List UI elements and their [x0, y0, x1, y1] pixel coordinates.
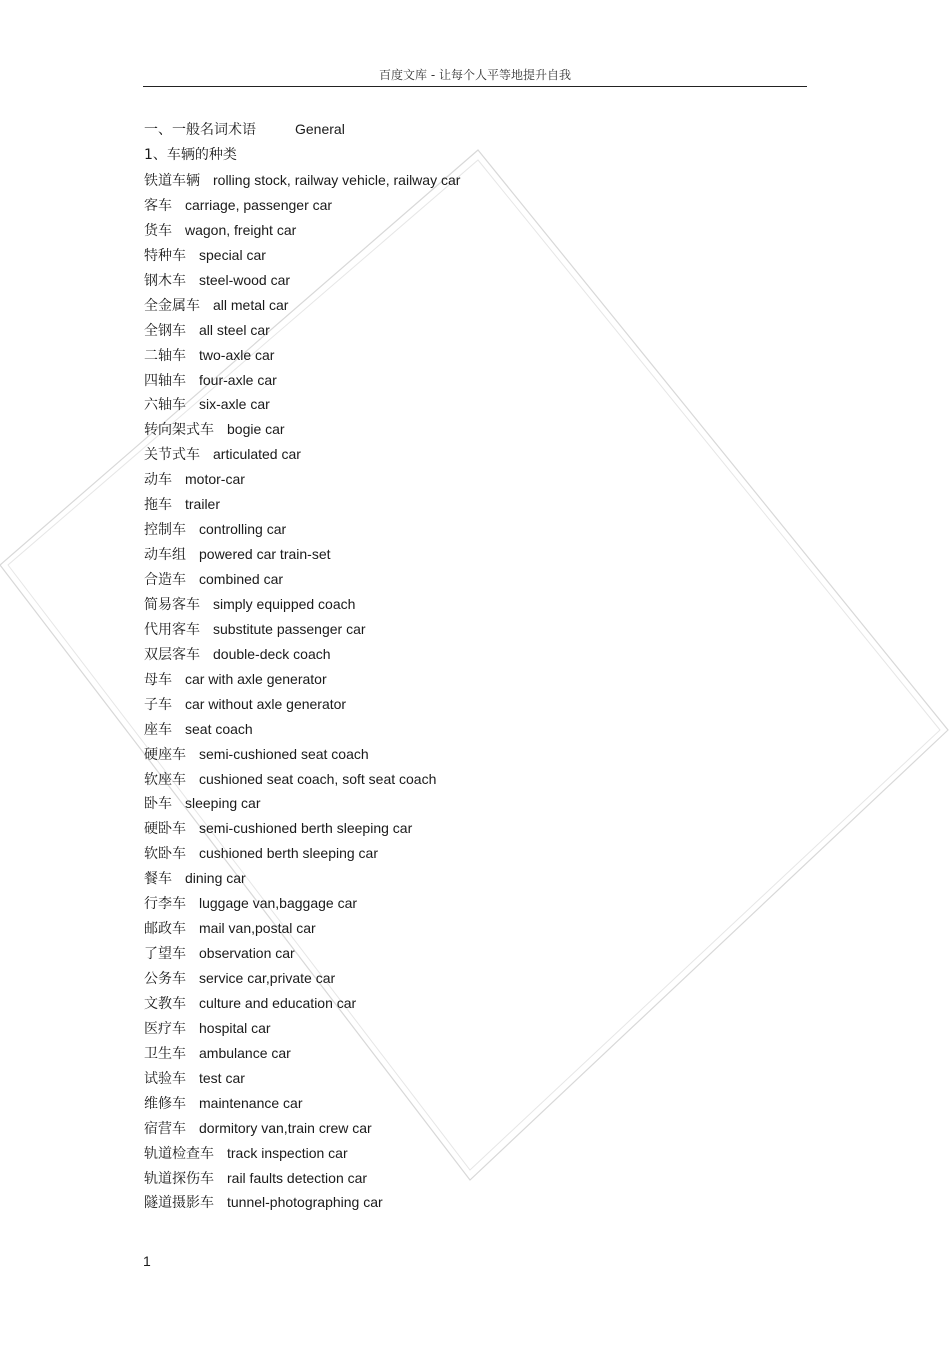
term-english: cushioned berth sleeping car: [199, 845, 379, 862]
term-english: service car,private car: [199, 970, 336, 986]
term-english: controlling car: [199, 521, 287, 538]
term-chinese: 客车: [144, 197, 172, 214]
term-chinese: 宿营车: [144, 1120, 186, 1137]
term-entry: [144, 692, 804, 717]
term-chinese: 软卧车: [144, 846, 186, 863]
term-chinese: 轨道探伤车: [144, 1170, 214, 1187]
term-english: cushioned seat coach, soft seat coach: [199, 770, 437, 787]
term-chinese: 代用客车: [144, 621, 200, 638]
term-entry: [144, 891, 804, 916]
term-entry: [144, 1116, 804, 1141]
term-entry: [144, 517, 804, 542]
term-entry: [144, 168, 804, 193]
term-entry: [144, 1091, 804, 1116]
term-english: car without axle generator: [185, 695, 347, 712]
term-chinese: 特种车: [144, 247, 186, 264]
term-chinese: 公务车: [144, 971, 186, 987]
term-entry: [144, 218, 804, 243]
term-english: semi-cushioned seat coach: [199, 745, 369, 762]
term-english: motor-car: [185, 471, 245, 488]
term-english: ambulance car: [199, 1044, 291, 1061]
term-english: dining car: [185, 870, 246, 887]
term-entry: [144, 343, 804, 368]
term-english: luggage van,baggage car: [199, 895, 358, 912]
term-english: wagon, freight car: [185, 221, 297, 238]
term-chinese: 试验车: [144, 1070, 186, 1087]
term-english: bogie car: [227, 421, 285, 438]
term-chinese: 铁道车辆: [144, 173, 200, 189]
term-entry: [144, 941, 804, 966]
term-entry: [144, 492, 804, 517]
term-chinese: 钢木车: [144, 272, 186, 289]
term-chinese: 转向架式车: [144, 422, 214, 439]
term-english: test car: [199, 1069, 245, 1086]
term-english: simply equipped coach: [213, 595, 356, 612]
term-chinese: 卫生车: [144, 1045, 186, 1062]
term-english: double-deck coach: [213, 645, 331, 662]
term-english: mail van,postal car: [199, 920, 316, 937]
term-english: track inspection car: [227, 1144, 348, 1161]
term-english: hospital car: [199, 1019, 271, 1036]
term-chinese: 全金属车: [144, 297, 200, 314]
term-chinese: 六轴车: [144, 397, 186, 414]
term-entry: [144, 791, 804, 816]
term-entry: [144, 841, 804, 866]
section-heading: [144, 118, 804, 142]
term-entry: [144, 617, 804, 642]
term-english: seat coach: [185, 720, 253, 737]
term-english: all steel car: [199, 321, 270, 338]
term-chinese: 座车: [144, 721, 172, 738]
term-entry: [144, 991, 804, 1016]
term-english: rail faults detection car: [227, 1169, 368, 1186]
term-chinese: 子车: [144, 696, 172, 713]
page-header: 百度文库 - 让每个人平等地提升自我: [379, 68, 571, 82]
term-english: powered car train-set: [199, 546, 331, 563]
term-english: all metal car: [213, 296, 289, 313]
term-chinese: 软座车: [144, 771, 186, 788]
section-heading-chinese: 一、一般名词术语: [144, 122, 256, 138]
page-number: 1: [143, 1253, 151, 1269]
term-entry: [144, 816, 804, 841]
term-english: articulated car: [213, 446, 301, 463]
term-chinese: 邮政车: [144, 921, 186, 938]
term-entry: [144, 1041, 804, 1066]
term-entry: [144, 1166, 804, 1191]
term-entry: [144, 592, 804, 617]
term-chinese: 卧车: [144, 796, 172, 813]
term-entry: [144, 368, 804, 393]
term-chinese: 动车组: [144, 547, 186, 564]
term-entry: [144, 717, 804, 742]
term-entry: [144, 293, 804, 318]
term-entry: [144, 442, 804, 467]
term-english: rolling stock, railway vehicle, railway car: [213, 172, 461, 188]
term-entry: [144, 1016, 804, 1041]
term-chinese: 行李车: [144, 896, 186, 913]
term-english: dormitory van,train crew car: [199, 1119, 372, 1136]
term-english: observation car: [199, 945, 295, 962]
term-entry: [144, 1066, 804, 1091]
term-chinese: 硬座车: [144, 746, 186, 763]
term-chinese: 母车: [144, 671, 172, 688]
term-list: [144, 168, 804, 1215]
term-english: tunnel-photographing car: [227, 1194, 383, 1211]
term-english: substitute passenger car: [213, 620, 366, 637]
term-english: sleeping car: [185, 795, 261, 812]
term-english: semi-cushioned berth sleeping car: [199, 820, 413, 837]
document-body: [144, 118, 804, 1215]
term-chinese: 维修车: [144, 1095, 186, 1112]
term-chinese: 了望车: [144, 946, 186, 963]
term-english: four-axle car: [199, 371, 277, 388]
term-english: maintenance car: [199, 1094, 303, 1111]
term-english: trailer: [185, 496, 221, 513]
term-chinese: 文教车: [144, 995, 186, 1012]
term-english: special car: [199, 246, 266, 263]
header-divider: [143, 86, 807, 87]
term-chinese: 轨道检查车: [144, 1145, 214, 1162]
term-entry: [144, 1190, 804, 1215]
term-chinese: 关节式车: [144, 447, 200, 464]
term-english: culture and education car: [199, 994, 357, 1011]
section-heading-english: General: [295, 121, 345, 137]
term-entry: [144, 417, 804, 442]
term-entry: [144, 742, 804, 767]
term-chinese: 硬卧车: [144, 821, 186, 838]
term-entry: [144, 567, 804, 592]
term-chinese: 简易客车: [144, 596, 200, 613]
term-entry: [144, 268, 804, 293]
term-chinese: 四轴车: [144, 372, 186, 389]
term-chinese: 双层客车: [144, 646, 200, 663]
term-chinese: 动车: [144, 472, 172, 489]
term-chinese: 控制车: [144, 522, 186, 539]
term-chinese: 二轴车: [144, 347, 186, 364]
term-entry: [144, 193, 804, 218]
term-chinese: 餐车: [144, 871, 172, 888]
term-english: carriage, passenger car: [185, 196, 333, 213]
term-english: two-axle car: [199, 346, 275, 363]
term-entry: [144, 318, 804, 343]
term-chinese: 合造车: [144, 572, 186, 588]
term-english: car with axle generator: [185, 670, 327, 687]
term-entry: [144, 243, 804, 268]
term-chinese: 货车: [144, 222, 172, 239]
term-english: combined car: [199, 571, 284, 587]
term-chinese: 拖车: [144, 497, 172, 514]
term-chinese: 医疗车: [144, 1020, 186, 1037]
term-entry: [144, 966, 804, 991]
term-english: six-axle car: [199, 396, 270, 413]
term-chinese: 隧道摄影车: [144, 1195, 214, 1212]
term-entry: [144, 866, 804, 891]
term-entry: [144, 467, 804, 492]
term-entry: [144, 392, 804, 417]
term-chinese: 全钢车: [144, 322, 186, 339]
term-entry: [144, 916, 804, 941]
term-entry: [144, 667, 804, 692]
term-english: steel-wood car: [199, 271, 291, 288]
subsection-heading: 1、车辆的种类: [144, 147, 237, 163]
term-entry: [144, 642, 804, 667]
term-entry: [144, 542, 804, 567]
term-entry: [144, 767, 804, 792]
term-entry: [144, 1141, 804, 1166]
